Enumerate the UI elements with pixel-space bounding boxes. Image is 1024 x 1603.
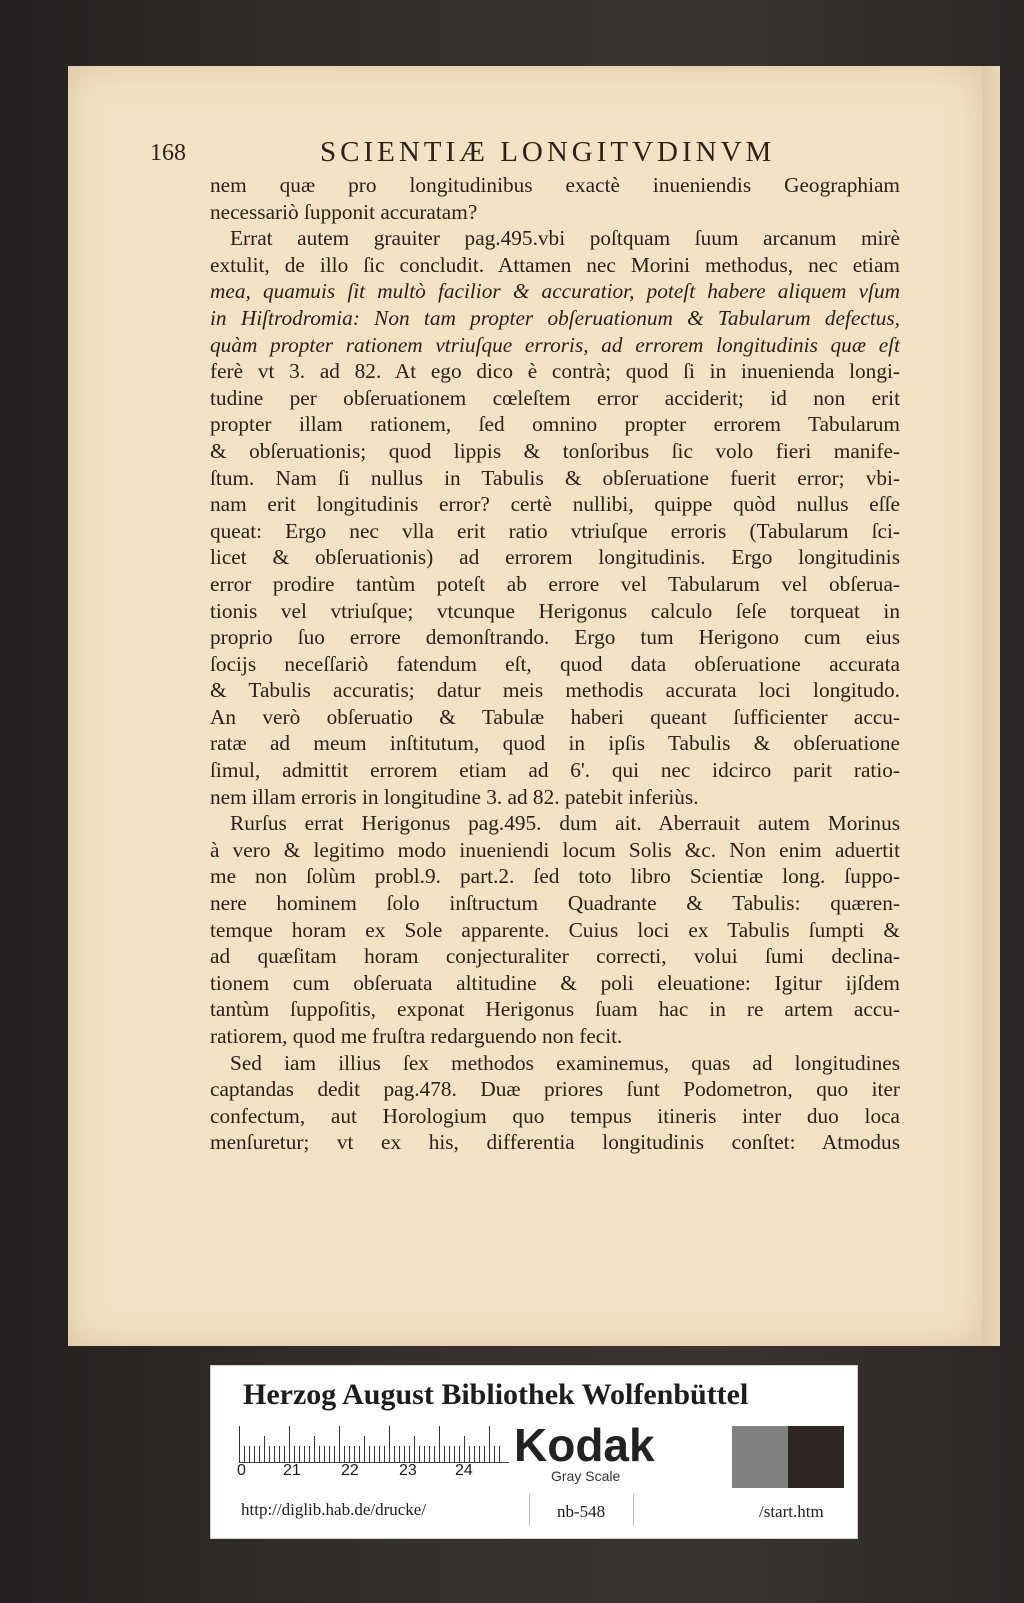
text-line: ratiorem, quod me fruſtra redarguendo non fecit. bbox=[210, 1024, 623, 1048]
ruler-tick bbox=[364, 1436, 365, 1462]
text-line: An verò obſeruatio & Tabulæ haberi queant ſufficienter accu- bbox=[210, 704, 900, 729]
gray-swatch-mid bbox=[732, 1426, 788, 1488]
ruler-tick bbox=[374, 1446, 375, 1462]
divider bbox=[529, 1494, 530, 1526]
ruler-tick bbox=[324, 1446, 325, 1462]
ruler-label: 21 bbox=[283, 1462, 301, 1479]
text-line: confectum, aut Horologium quo tempus itineris inter duo loca bbox=[210, 1103, 900, 1128]
ruler-labels bbox=[237, 1462, 497, 1484]
ruler-tick bbox=[299, 1446, 300, 1462]
ruler-label: 0 bbox=[237, 1462, 246, 1479]
ruler-tick bbox=[454, 1446, 455, 1462]
text-line: queat: Ergo nec vlla erit ratio vtriuſque erroris (Tabularum ſci- bbox=[210, 518, 900, 543]
ruler-tick bbox=[379, 1446, 380, 1462]
ruler-tick bbox=[249, 1446, 250, 1462]
text-line: extulit, de illo ſic concludit. Attamen nec Morini methodus, nec etiam bbox=[210, 252, 900, 277]
ruler-tick bbox=[244, 1446, 245, 1462]
ruler-tick bbox=[319, 1446, 320, 1462]
ruler-tick bbox=[344, 1446, 345, 1462]
ruler-tick bbox=[449, 1446, 450, 1462]
ruler-label: 22 bbox=[341, 1462, 359, 1479]
ruler-tick bbox=[469, 1446, 470, 1462]
text-line: tionis vel vtriuſque; vtcunque Herigonus calculo ſeſe torqueat in bbox=[210, 598, 900, 623]
text-line: in Hiſtrodromia: Non tam propter obſeruationum & Tabularum defectus, bbox=[210, 305, 900, 330]
ruler-tick bbox=[309, 1446, 310, 1462]
ruler-tick bbox=[259, 1446, 260, 1462]
library-url: http://diglib.hab.de/drucke/ bbox=[241, 1500, 427, 1519]
text-line: temque horam ex Sole apparente. Cuius loci ex Tabulis ſumpti & bbox=[210, 917, 900, 942]
text-line: ſtum. Nam ſi nullus in Tabulis & obſeruatione fuerit error; vbi- bbox=[210, 465, 900, 490]
ruler-tick bbox=[464, 1436, 465, 1462]
ruler-tick bbox=[434, 1446, 435, 1462]
ruler-tick bbox=[384, 1446, 385, 1462]
measurement-ruler bbox=[239, 1418, 509, 1463]
ruler-tick bbox=[269, 1446, 270, 1462]
text-line: ſocijs neceſſariò fatendum eſt, quod data obſeruatione accurata bbox=[210, 651, 900, 676]
ruler-tick bbox=[394, 1446, 395, 1462]
text-line: nem illam erroris in longitudine 3. ad 82. patebit inferiùs. bbox=[210, 784, 699, 809]
ruler-tick bbox=[304, 1446, 305, 1462]
text-line: tantùm ſuppoſitis, exponat Herigonus ſuam hac in re artem accu- bbox=[210, 997, 900, 1022]
text-line: quàm propter rationem vtriuſque erroris, ad errorem longitudinis quæ eſt bbox=[210, 332, 900, 357]
ruler-tick bbox=[239, 1426, 240, 1462]
gray-swatch-dark bbox=[788, 1426, 844, 1488]
url-suffix: /start.htm bbox=[759, 1502, 824, 1521]
ruler-tick bbox=[419, 1446, 420, 1462]
text-line: error prodire tantùm poteſt ab errore vel Tabularum vel obſerua- bbox=[210, 571, 900, 596]
library-name: Herzog August Bibliothek Wolfenbüttel bbox=[243, 1378, 749, 1411]
text-line: proprio ſuo errore demonſtrando. Ergo tum Herigono cum eius bbox=[210, 625, 900, 650]
ruler-tick bbox=[334, 1446, 335, 1462]
ruler-tick bbox=[404, 1446, 405, 1462]
text-line: Rurſus errat Herigonus pag.495. dum ait. Aberrauit autem Morinus bbox=[230, 811, 900, 836]
ruler-tick bbox=[444, 1446, 445, 1462]
ruler-tick bbox=[284, 1446, 285, 1462]
ruler-tick bbox=[264, 1436, 265, 1462]
ruler-tick bbox=[479, 1446, 480, 1462]
ruler-tick bbox=[489, 1426, 490, 1462]
text-line: à vero & legitimo modo inueniendi locum Solis &c. Non enim aduertit bbox=[210, 837, 900, 862]
ruler-tick bbox=[314, 1436, 315, 1462]
ruler-tick bbox=[329, 1446, 330, 1462]
ruler-tick bbox=[494, 1446, 495, 1462]
text-line: Sed iam illius ſex methodos examinemus, quas ad longitudines bbox=[230, 1050, 900, 1075]
ruler-tick bbox=[289, 1426, 290, 1462]
text-line: Errat autem grauiter pag.495.vbi poſtquam ſuum arcanum mirè bbox=[230, 226, 900, 251]
text-line: & obſeruationis; quod lippis & tonſoribus ſic volo fieri manife- bbox=[210, 438, 900, 463]
text-line: menſuretur; vt ex his, differentia longitudinis conſtet: Atmodus bbox=[210, 1130, 900, 1155]
ruler-tick bbox=[499, 1446, 500, 1462]
ruler-tick bbox=[389, 1426, 390, 1462]
text-line: me non ſolùm probl.9. part.2. ſed toto libro Scientiæ long. ſuppo- bbox=[210, 864, 900, 889]
text-line: ratæ ad meum inſtitutum, quod in ipſis Tabulis & obſeruatione bbox=[210, 731, 900, 756]
ruler-tick bbox=[354, 1446, 355, 1462]
running-head: SCIENTIÆ LONGITVDINVM bbox=[320, 136, 776, 168]
page-number: 168 bbox=[150, 140, 186, 166]
text-line: & Tabulis accuratis; datur meis methodis accurata loci longitudo. bbox=[210, 678, 900, 703]
shelfmark: nb-548 bbox=[557, 1502, 606, 1521]
ruler-tick bbox=[414, 1436, 415, 1462]
ruler-tick bbox=[254, 1446, 255, 1462]
ruler-tick bbox=[439, 1426, 440, 1462]
text-line: nere hominem ſolo inſtructum Quadrante & Tabulis: quæren- bbox=[210, 891, 900, 916]
body-text bbox=[210, 172, 900, 1156]
ruler-tick bbox=[474, 1446, 475, 1462]
ruler-tick bbox=[349, 1446, 350, 1462]
text-line: necessariò ſupponit accuratam? bbox=[210, 199, 478, 224]
divider bbox=[633, 1494, 634, 1526]
text-line: ad quæſitam horam conjecturaliter correcti, volui ſumi declina- bbox=[210, 944, 900, 969]
page-header bbox=[150, 136, 870, 176]
ruler-tick bbox=[294, 1446, 295, 1462]
text-line: ferè vt 3. ad 82. At ego dico è contrà; quod ſi in inuenienda longi- bbox=[210, 359, 900, 384]
ruler-tick bbox=[409, 1446, 410, 1462]
text-line: propter illam rationem, ſed omnino propter errorem Tabularum bbox=[210, 412, 900, 437]
ruler-label: 23 bbox=[399, 1462, 417, 1479]
ruler-tick bbox=[369, 1446, 370, 1462]
gray-scale-caption: Gray Scale bbox=[551, 1468, 621, 1484]
ruler-tick bbox=[359, 1446, 360, 1462]
ruler-tick bbox=[484, 1446, 485, 1462]
text-line: nem quæ pro longitudinibus exactè inueniendis Geographiam bbox=[210, 173, 900, 197]
text-line: tudine per obſeruationem cœleſtem error acciderit; id non erit bbox=[210, 385, 900, 410]
ruler-tick bbox=[279, 1446, 280, 1462]
text-line: tionem cum obſeruata altitudine & poli eleuatione: Igitur ijſdem bbox=[210, 970, 900, 995]
text-line: captandas dedit pag.478. Duæ priores ſunt Podometron, quo iter bbox=[210, 1077, 900, 1102]
ruler-label: 24 bbox=[455, 1462, 473, 1479]
text-line: ſimul, admittit errorem etiam ad 6'. qui nec idcirco parit ratio- bbox=[210, 758, 900, 783]
text-line: licet & obſeruationis) ad errorem longitudinis. Ergo longitudinis bbox=[210, 545, 900, 570]
ruler-tick bbox=[459, 1446, 460, 1462]
ruler-tick bbox=[429, 1446, 430, 1462]
text-line: mea, quamuis ſit multò facilior & accuratior, poteſt habere aliquem vſum bbox=[210, 279, 900, 304]
ruler-tick bbox=[424, 1446, 425, 1462]
ruler-tick bbox=[399, 1446, 400, 1462]
color-calibration-target bbox=[210, 1365, 858, 1539]
kodak-logo: Kodak bbox=[514, 1419, 655, 1471]
ruler-tick bbox=[339, 1426, 340, 1462]
text-line: nam erit longitudinis error? certè nullibi, quippe quòd nullus eſſe bbox=[210, 492, 900, 517]
ruler-tick bbox=[274, 1446, 275, 1462]
